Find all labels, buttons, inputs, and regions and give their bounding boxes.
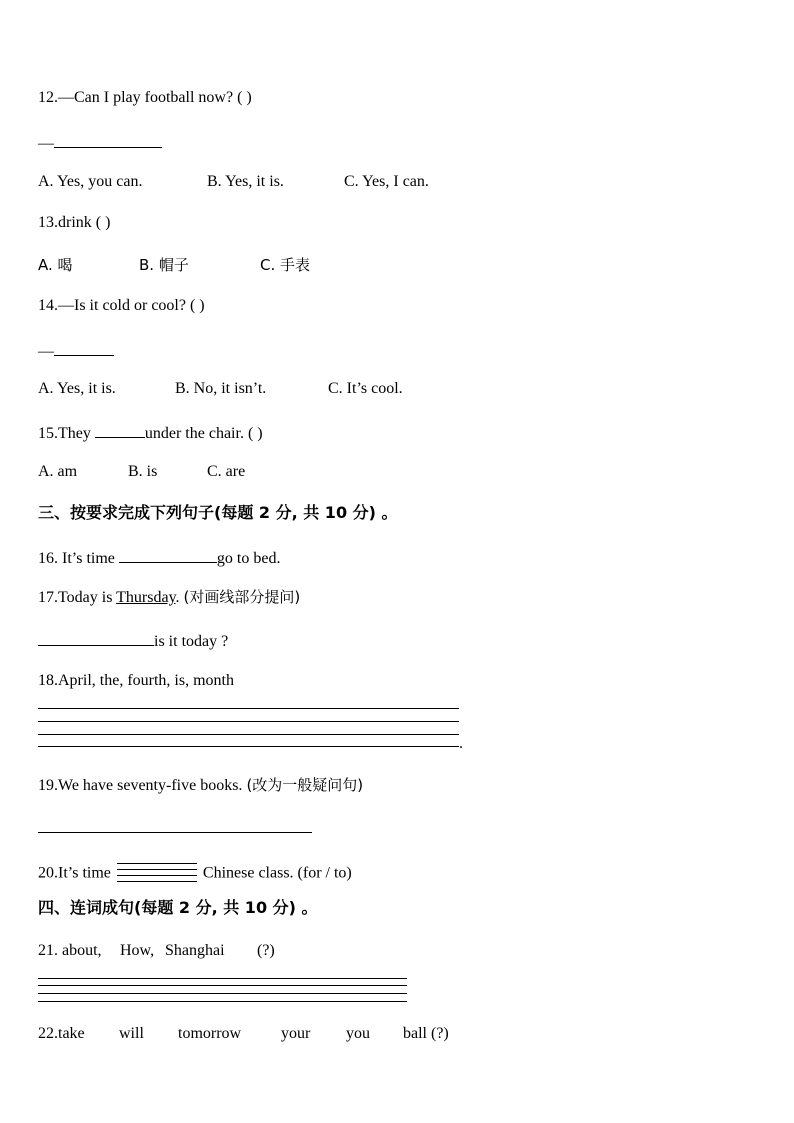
section-heading-4: 四、连词成句(每题 2 分, 共 10 分) 。 bbox=[38, 898, 318, 917]
question-14 bbox=[38, 296, 205, 316]
question-number: 12. bbox=[38, 89, 58, 106]
answer-blank[interactable] bbox=[38, 629, 154, 646]
option-b[interactable]: B. is bbox=[128, 463, 158, 480]
option-c[interactable]: C. are bbox=[207, 463, 246, 480]
options-row bbox=[38, 379, 403, 399]
option-c[interactable]: C. 手表 bbox=[260, 256, 311, 274]
writing-line[interactable] bbox=[38, 978, 407, 979]
question-number: 13. bbox=[38, 214, 58, 231]
question-text: We have seventy-five books. bbox=[58, 777, 247, 794]
writing-line[interactable] bbox=[38, 985, 407, 986]
question-12 bbox=[38, 88, 252, 108]
question-15: 15.They under the chair. ( ) bbox=[38, 421, 263, 444]
question-number: 17. bbox=[38, 589, 58, 606]
question-text: —Is it cold or cool? ( ) bbox=[58, 297, 205, 314]
writing-line[interactable] bbox=[38, 746, 459, 747]
question-number: 22. bbox=[38, 1025, 58, 1042]
option-c[interactable]: C. It’s cool. bbox=[328, 380, 403, 397]
word-tile: ball (?) bbox=[403, 1025, 449, 1042]
question-text: —Can I play football now? ( ) bbox=[58, 89, 252, 106]
instruction-note: (对画线部分提问) bbox=[183, 588, 301, 606]
word-tile: you bbox=[346, 1025, 370, 1042]
options-row bbox=[38, 172, 429, 192]
writing-line[interactable] bbox=[38, 993, 407, 994]
section-heading-3: 三、按要求完成下列句子(每题 2 分, 共 10 分) 。 bbox=[38, 503, 398, 522]
answer-line: — bbox=[38, 131, 162, 154]
word-tile: Shanghai bbox=[165, 942, 225, 959]
question-13 bbox=[38, 213, 110, 233]
answer-blank[interactable] bbox=[54, 339, 114, 356]
word-tile: (?) bbox=[257, 942, 275, 959]
option-b[interactable]: B. 帽子 bbox=[139, 256, 189, 274]
question-17: 17.Today is Thursday. (对画线部分提问) bbox=[38, 588, 301, 606]
answer-blank[interactable] bbox=[95, 421, 145, 438]
word-tile: about, bbox=[62, 942, 102, 959]
word-tile: take bbox=[58, 1025, 85, 1042]
word-tile: tomorrow bbox=[178, 1025, 242, 1042]
end-period: . bbox=[459, 735, 463, 752]
question-number: 21. bbox=[38, 942, 62, 959]
answer-line: — bbox=[38, 339, 114, 362]
question-18 bbox=[38, 671, 234, 691]
question-number: 15. bbox=[38, 425, 58, 442]
options-row bbox=[38, 462, 245, 482]
question-number: 19. bbox=[38, 777, 58, 794]
question-number: 16. bbox=[38, 550, 62, 567]
word-tile: How, bbox=[120, 942, 155, 959]
options-row bbox=[38, 255, 310, 275]
question-number: 18. bbox=[38, 672, 58, 689]
question-16: 16. It’s time go to bed. bbox=[38, 546, 280, 569]
instruction-note: (改为一般疑问句) bbox=[246, 776, 364, 794]
word-tile: will bbox=[119, 1025, 144, 1042]
option-b[interactable]: B. Yes, it is. bbox=[207, 173, 284, 190]
option-a[interactable]: A. 喝 bbox=[38, 256, 73, 274]
writing-line[interactable] bbox=[38, 708, 459, 709]
question-number: 14. bbox=[38, 297, 58, 314]
option-c[interactable]: C. Yes, I can. bbox=[344, 173, 429, 190]
answer-blank[interactable] bbox=[54, 131, 162, 148]
writing-line[interactable] bbox=[38, 721, 459, 722]
answer-blank[interactable] bbox=[117, 863, 197, 885]
question-text: drink ( ) bbox=[58, 214, 111, 231]
question-number: 20. bbox=[38, 864, 58, 882]
question-22 bbox=[38, 1024, 449, 1044]
option-a[interactable]: A. Yes, you can. bbox=[38, 173, 143, 190]
answer-line: is it today ? bbox=[38, 629, 228, 652]
option-a[interactable]: A. am bbox=[38, 463, 78, 480]
underlined-word: Thursday bbox=[116, 589, 176, 606]
option-b[interactable]: B. No, it isn’t. bbox=[175, 380, 267, 397]
question-21 bbox=[38, 941, 275, 961]
writing-line[interactable] bbox=[38, 734, 459, 735]
writing-line[interactable] bbox=[38, 832, 312, 833]
question-20: 20.It’s time Chinese class. (for / to) bbox=[38, 863, 352, 885]
writing-line[interactable] bbox=[38, 1001, 407, 1002]
answer-blank[interactable] bbox=[119, 546, 217, 563]
question-text: April, the, fourth, is, month bbox=[58, 672, 234, 689]
word-tile: your bbox=[281, 1025, 311, 1042]
option-a[interactable]: A. Yes, it is. bbox=[38, 380, 116, 397]
question-19 bbox=[38, 775, 363, 796]
